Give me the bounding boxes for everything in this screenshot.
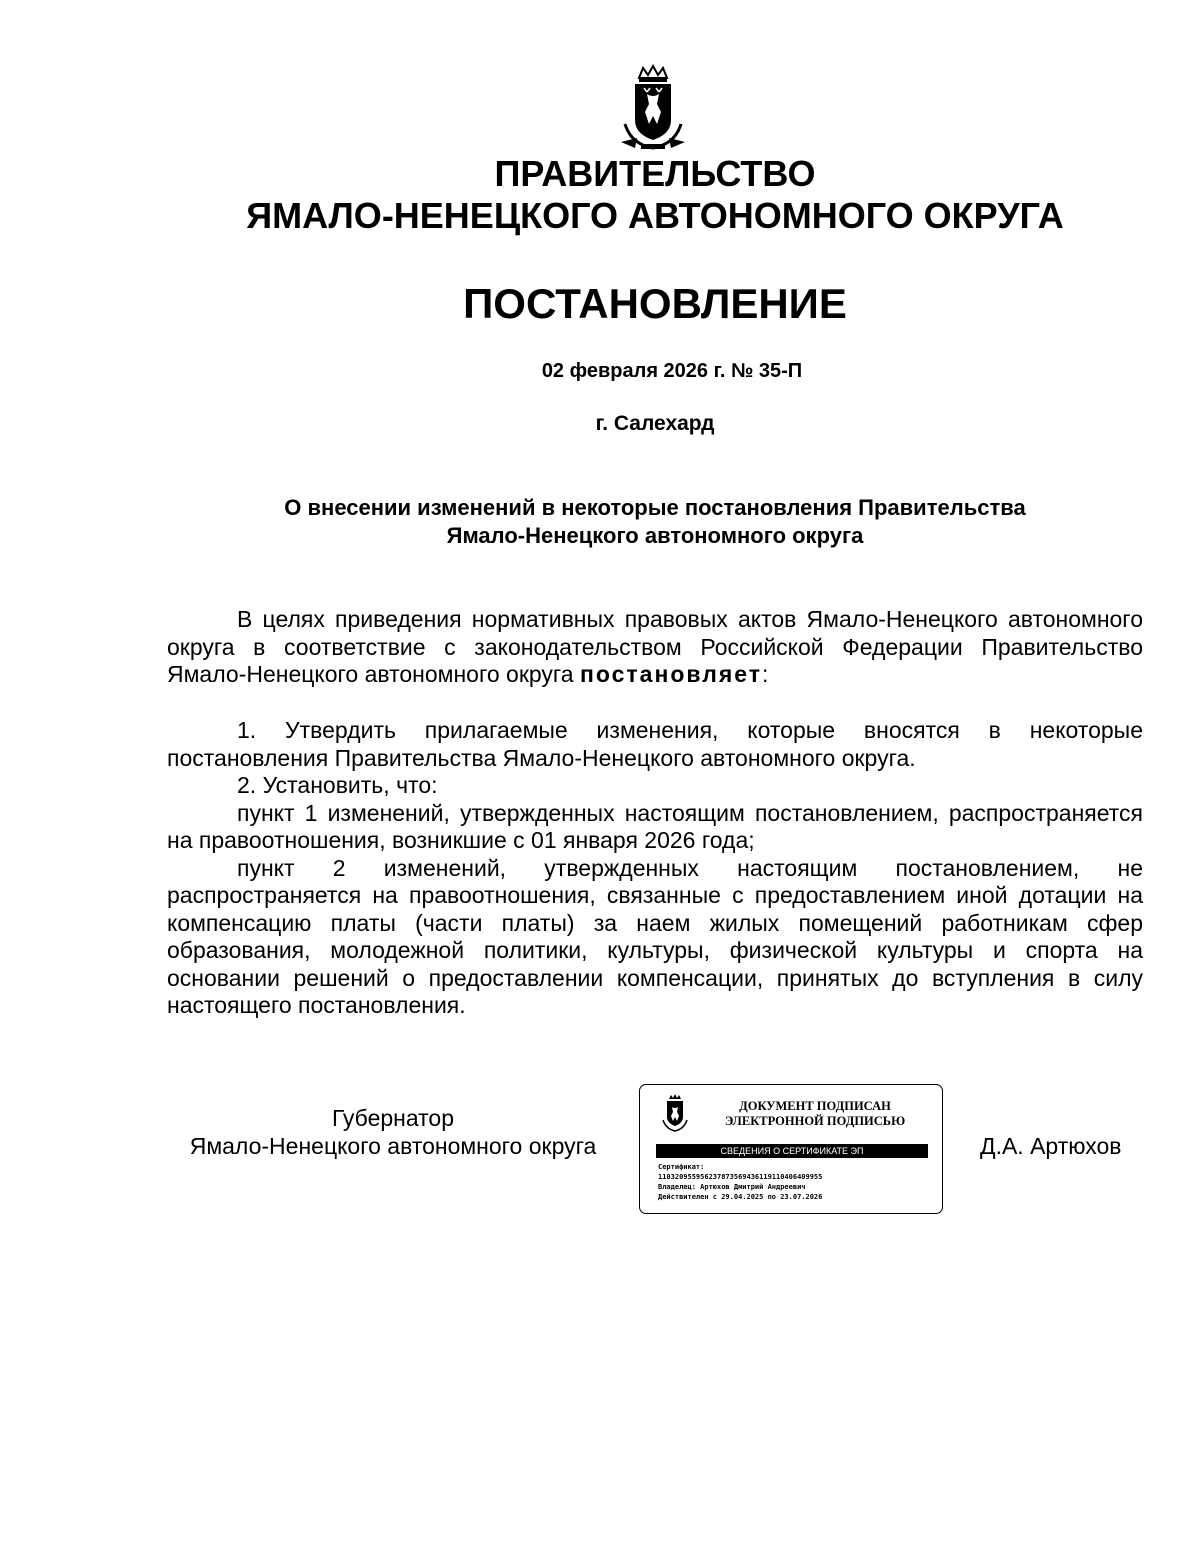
preamble-end: : <box>762 661 769 687</box>
items-block <box>167 717 1143 1020</box>
preamble-paragraph <box>167 606 1143 689</box>
stamp-emblem-icon <box>660 1093 690 1133</box>
org-name-line1: ПРАВИТЕЛЬСТВО <box>494 153 816 194</box>
stamp-title-line2: ЭЛЕКТРОННОЙ ПОДПИСЬЮ <box>724 1114 906 1128</box>
coat-of-arms-emblem <box>617 64 689 152</box>
stamp-owner: Владелец: Артюхов Дмитрий Андреевич <box>658 1183 806 1191</box>
signer-name: Д.А. Артюхов <box>980 1133 1122 1159</box>
signer-title-line2: Ямало-Ненецкого автономного округа <box>189 1133 597 1159</box>
stamp-validity: Действителен с 29.04.2025 по 23.07.2026 <box>658 1193 823 1201</box>
stamp-title-line1: ДОКУМЕНТ ПОДПИСАН <box>739 1099 891 1113</box>
stamp-certificate-bar: СВЕДЕНИЯ О СЕРТИФИКАТЕ ЭП <box>656 1144 928 1158</box>
stamp-title <box>695 1099 935 1129</box>
preamble-text: В целях приведения нормативных правовых актов Ямало-Ненецкого автономного округа в соответствие с законодательством Российской Федерации Правительство Ямало-Ненецкого автономного округа <box>167 606 1143 687</box>
stamp-certificate-details <box>658 1162 933 1202</box>
stamp-cert-label: Сертификат: <box>658 1163 705 1171</box>
org-name-line2: ЯМАЛО-НЕНЕЦКОГО АВТОНОМНОГО ОКРУГА <box>246 195 1064 236</box>
decree-keyword: постановляет <box>579 661 763 687</box>
city: г. Салехард <box>595 412 715 435</box>
subject-line2: Ямало-Ненецкого автономного округа <box>446 523 864 548</box>
electronic-signature-stamp <box>639 1084 943 1214</box>
preamble-block <box>167 606 1143 689</box>
subject-line1: О внесении изменений в некоторые постановления Правительства <box>284 495 1026 520</box>
signer-title <box>167 1104 619 1160</box>
item-2: 2. Установить, что: <box>237 772 438 798</box>
stamp-cert-number: 110320955956237873569436119110406409955 <box>658 1173 823 1181</box>
item-1: 1. Утвердить прилагаемые изменения, которые вносятся в некоторые постановления Правительства Ямало-Ненецкого автономного округа. <box>167 717 1143 771</box>
item-2b: пункт 2 изменений, утвержденных настоящим постановлением, не распространяется на правоотношения, связанные с предоставлением иной дотации на компенсацию платы (части платы) за наем жилых помещений работникам сфер образования, молодежной политики, культуры, физической культуры и спорта на основании решений о предоставлении компенсации, принятых до вступления в силу настоящего постановления. <box>167 854 1143 1018</box>
document-type: ПОСТАНОВЛЕНИЕ <box>463 280 847 327</box>
date-and-number: 02 февраля 2026 г. № 35-П <box>541 360 803 382</box>
document-subject <box>55 494 1200 550</box>
signer-title-line1: Губернатор <box>331 1105 455 1131</box>
item-2a: пункт 1 изменений, утвержденных настоящим постановлением, распространяется на правоотношения, возникшие с 01 января 2026 года; <box>167 799 1143 853</box>
